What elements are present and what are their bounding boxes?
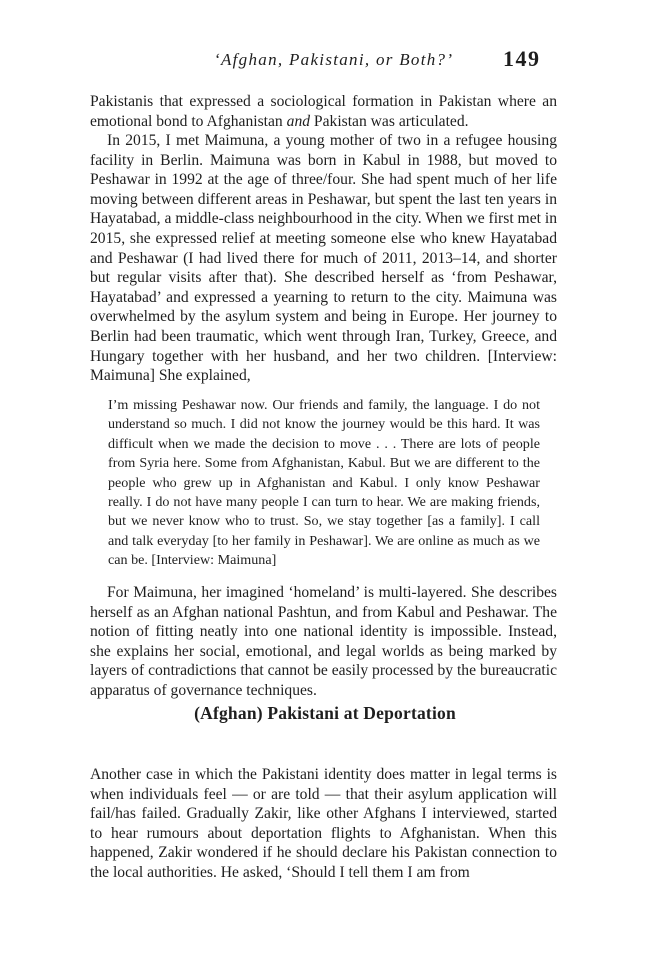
paragraph-deportation: Another case in which the Pakistani identity does matter in legal terms is when individuals feel — or are told — that their asylum application will fail/has failed. Gradually Zakir, like other Afghans I interviewed, started to hear rumours about deportation flights to Afghanistan. When this happened, Zakir wondered if he should declare his Pakistan connection to the local authorities. He asked, ‘Should I tell them I am from	[90, 766, 557, 881]
running-head	[0, 46, 650, 76]
paragraph-1-text: Pakistanis that expressed a sociological formation in Pakistan where an emotional bond to Afghanistan	[90, 93, 557, 130]
paragraph-1	[90, 92, 557, 131]
paragraph-1-end: Pakistan was articulated.	[310, 112, 469, 130]
running-title: ‘Afghan, Pakistani, or Both?’	[214, 50, 454, 69]
paragraph-continuation	[90, 92, 557, 131]
section-heading: (Afghan) Pakistani at Deportation	[194, 703, 456, 723]
paragraph-maimuna-intro: In 2015, I met Maimuna, a young mother of two in a refugee housing facility in Berlin. Maimuna was born in Kabul in 1988, but moved to Peshawar in 1992 at the age of three/four. She had spent much of her life moving between different areas in Peshawar, but spent the last ten years in Hayatabad, a middle-class neighbourhood in the city. When we first met in 2015, she expressed relief at meeting someone else who knew Hayatabad and Peshawar (I had lived there for much of 2011, 2013–14, and shorter but regular visits after that). She described herself as ‘from Peshawar, Hayatabad’ and expressed a yearning to return to the city. Maimuna was overwhelmed by the asylum system and being in Europe. Her journey to Berlin had been traumatic, which went through Iran, Turkey, Greece, and Hungary together with her husband, and her two children. [Interview: Maimuna] She explained,	[90, 132, 557, 385]
emphasis-and: and	[286, 112, 311, 130]
paragraph-homeland: For Maimuna, her imagined ‘homeland’ is multi-layered. She describes herself as an Afghan national Pashtun, and from Kabul and Peshawar. The notion of fitting neatly into one national identity is impossible. Instead, she explains her social, emotional, and legal worlds as being marked by layers of contradictions that cannot be easily processed by the bureaucratic apparatus of governance techniques.	[90, 584, 557, 699]
block-quote: I’m missing Peshawar now. Our friends and family, the language. I do not understand so much. I did not know the journey would be this hard. It was difficult when we made the decision to move . . . There are lots of people from Syria here. Some from Afghanistan, Kabul. But we are different to the people who grew up in Afghanistan and Kabul. I only know Peshawar really. I do not have many people I can turn to hear. We are making friends, but we never know who to trust. So, we stay together [as a family]. I call and talk everyday [to her family in Peshawar]. We are online as much as we can be. [Interview: Maimuna]	[108, 397, 540, 569]
page-number: 149	[503, 46, 541, 71]
